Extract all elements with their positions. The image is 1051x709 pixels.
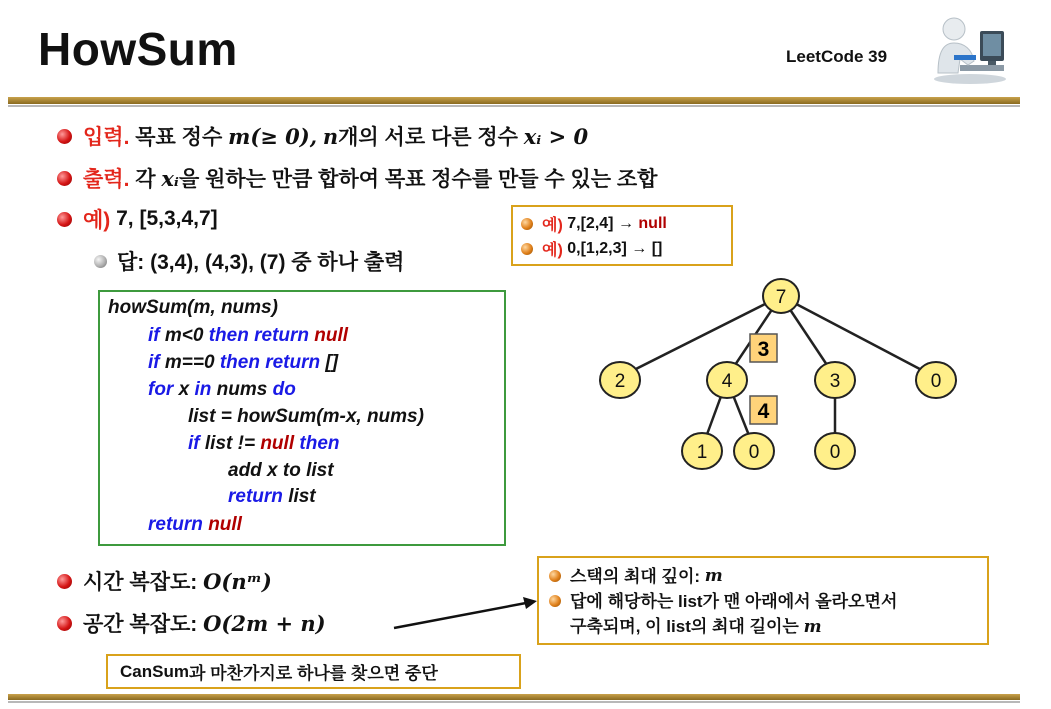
code-line-5 — [188, 406, 424, 428]
code-line-4 — [148, 379, 296, 401]
note-text: 답에 해당하는 — [570, 592, 674, 611]
code-kw: in — [194, 379, 212, 400]
code-line-2 — [148, 325, 348, 347]
output-text-1: 각 — [135, 168, 156, 191]
output-text-2: 을 원하는 만큼 합하여 목표 정수를 만들 수 있는 조합 — [178, 168, 658, 191]
node-label: 0 — [748, 442, 760, 463]
arrow-icon — [392, 595, 540, 635]
example-row-1 — [521, 211, 723, 236]
orange-bullet-icon — [549, 595, 561, 607]
code-line-7 — [228, 460, 334, 482]
code-kw: if — [188, 433, 200, 454]
tree-node — [815, 433, 855, 469]
recursion-tree — [590, 270, 970, 480]
code-value: null — [208, 514, 242, 535]
orange-bullet-icon — [521, 243, 533, 255]
bottom-rule — [8, 694, 1020, 700]
code-line-8 — [228, 486, 316, 508]
cansum-name: CanSum — [120, 661, 189, 681]
output-label: 출력. — [83, 168, 130, 191]
code-cond: list != — [204, 433, 256, 454]
time-label: 시간 복잡도: — [83, 571, 198, 594]
code-kw: then return — [219, 352, 321, 373]
space-complexity-bullet — [57, 608, 326, 638]
node-label: 7 — [775, 287, 787, 308]
red-bullet-icon — [57, 574, 72, 589]
code-value: list — [288, 486, 316, 507]
note-text: 스택의 최대 깊이: — [570, 567, 701, 586]
tree-node — [815, 362, 855, 398]
code-assign: list = howSum(m-x, nums) — [188, 406, 424, 427]
code-cond: m==0 — [164, 352, 215, 373]
input-math-x: xᵢ > 0 — [523, 123, 589, 149]
example-text: 7, [5,3,4,7] — [116, 207, 218, 230]
code-value: [] — [325, 352, 339, 373]
code-cond: m<0 — [164, 325, 204, 346]
note-text: 구축되며, 이 — [570, 617, 662, 636]
output-bullet — [57, 163, 657, 193]
example-2-label: 예) — [542, 242, 563, 259]
tree-edge-label-2 — [750, 396, 777, 424]
node-label: 3 — [829, 371, 841, 392]
code-line-1 — [108, 297, 278, 319]
note-row-2 — [549, 589, 977, 640]
gray-bullet-icon — [94, 255, 107, 268]
example-1-result: null — [638, 214, 667, 232]
input-math-m: m(≥ 0), — [228, 123, 318, 149]
code-var: nums — [216, 379, 268, 400]
code-kw: if — [148, 352, 160, 373]
page-title: HowSum — [38, 23, 238, 75]
code-kw: then return — [208, 325, 310, 346]
example-2-text: 0,[1,2,3] → [] — [567, 239, 663, 257]
note-math: m — [704, 566, 723, 586]
code-value: null — [260, 433, 295, 454]
tree-node — [734, 433, 774, 469]
code-kw: return — [148, 514, 203, 535]
example-row-2 — [521, 236, 723, 261]
code-line-9 — [148, 514, 242, 536]
red-bullet-icon — [57, 616, 72, 631]
edge-label-text: 4 — [757, 400, 770, 423]
note-text: list — [678, 592, 703, 611]
code-signature: howSum(m, nums) — [108, 297, 278, 318]
example-1-text: 7,[2,4] → — [567, 214, 634, 232]
tree-node-root — [763, 279, 799, 313]
input-math-n: n — [322, 123, 339, 149]
time-math: O(nᵐ) — [203, 568, 272, 594]
red-bullet-icon — [57, 129, 72, 144]
page-subtitle: LeetCode 39 — [786, 47, 888, 66]
example-1-label: 예) — [542, 217, 563, 234]
tree-node — [682, 433, 722, 469]
code-kw: then — [299, 433, 340, 454]
tree-node — [916, 362, 956, 398]
red-bullet-icon — [57, 212, 72, 227]
input-text: 목표 정수 — [135, 126, 223, 149]
code-kw: do — [272, 379, 296, 400]
tree-edge — [781, 296, 935, 377]
time-complexity-bullet — [57, 566, 272, 596]
input-text-2: 개의 서로 다른 정수 — [338, 126, 518, 149]
cansum-note — [106, 654, 521, 689]
tree-edge-label-1 — [750, 334, 777, 362]
node-label: 1 — [696, 442, 708, 463]
space-math: O(2m + n) — [203, 610, 326, 636]
examples-box — [511, 205, 733, 266]
example-label: 예) — [83, 209, 111, 232]
code-line-3 — [148, 352, 338, 374]
stack-depth-note — [537, 556, 989, 645]
red-bullet-icon — [57, 171, 72, 186]
node-label: 0 — [930, 371, 942, 392]
tree-node — [707, 362, 747, 398]
person-at-computer-icon — [930, 15, 1008, 85]
orange-bullet-icon — [549, 570, 561, 582]
code-var: x — [178, 379, 190, 400]
answer-text: 답: (3,4), (4,3), (7) 중 하나 출력 — [117, 251, 405, 274]
edge-label-text: 3 — [757, 338, 770, 361]
space-label: 공간 복잡도: — [83, 613, 198, 636]
code-line-6 — [188, 433, 340, 455]
note-text: 의 최대 길이는 — [690, 617, 799, 636]
code-statement: add x to list — [228, 460, 334, 481]
node-label: 2 — [614, 371, 626, 392]
top-rule-shadow — [8, 105, 1020, 107]
code-value: null — [314, 325, 349, 346]
note-row-1 — [549, 564, 977, 589]
code-kw: return — [228, 486, 283, 507]
output-math-x: xᵢ — [161, 165, 179, 191]
code-kw: if — [148, 325, 160, 346]
top-rule — [8, 97, 1020, 104]
tree-node — [600, 362, 640, 398]
node-label: 4 — [721, 371, 733, 392]
note-text: 가 맨 아래에서 올라오면서 — [702, 592, 898, 611]
node-label: 0 — [829, 442, 841, 463]
note-math: m — [803, 617, 822, 637]
input-bullet — [57, 121, 588, 151]
note-text: list — [666, 617, 691, 636]
code-kw: for — [148, 379, 174, 400]
answer-bullet — [94, 246, 404, 276]
cansum-text: 과 마찬가지로 하나를 찾으면 중단 — [188, 664, 438, 683]
orange-bullet-icon — [521, 218, 533, 230]
bottom-rule-shadow — [8, 701, 1020, 703]
input-label: 입력. — [83, 126, 130, 149]
example-bullet — [57, 204, 218, 234]
